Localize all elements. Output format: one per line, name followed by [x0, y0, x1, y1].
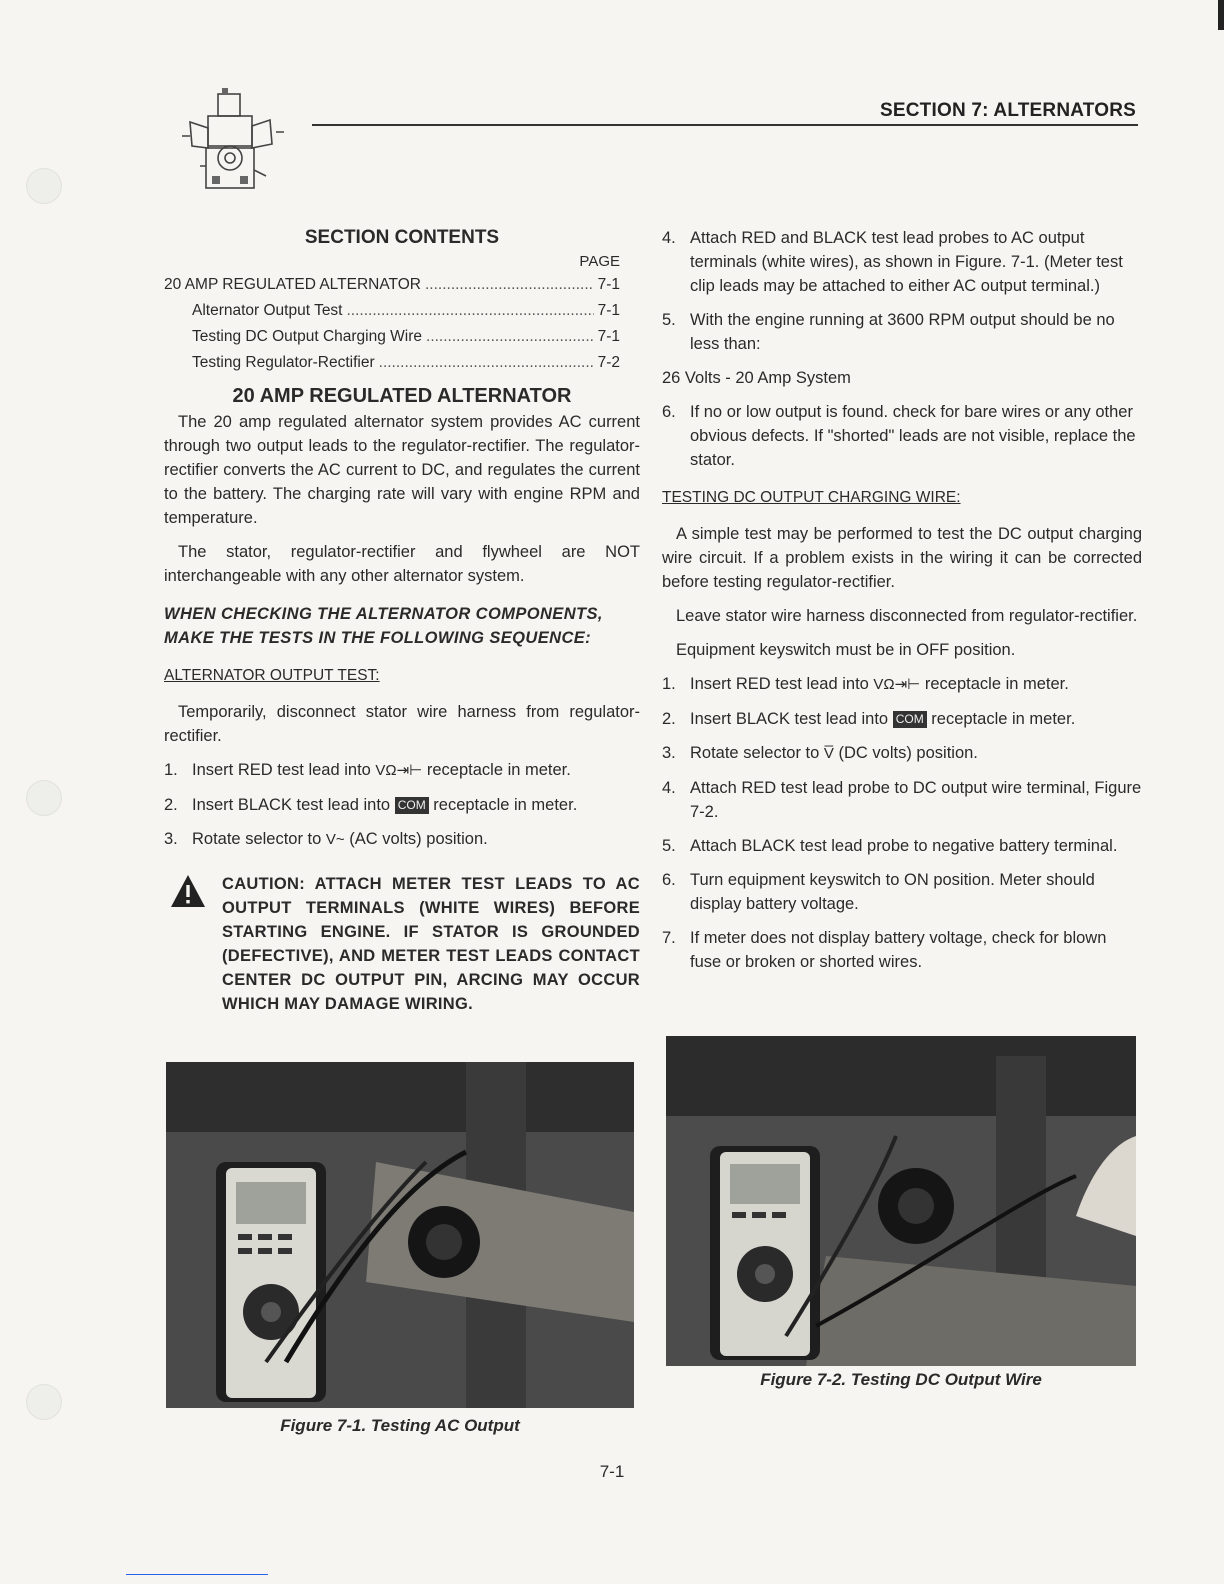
section-heading: 20 AMP REGULATED ALTERNATOR — [232, 385, 572, 407]
section-header: SECTION 7: ALTERNATORS — [880, 100, 1136, 121]
figure-7-1-caption: Figure 7-1. Testing AC Output — [280, 1416, 520, 1435]
toc-entry-label: 20 AMP REGULATED ALTERNATOR — [164, 276, 421, 293]
step-text: Rotate selector to — [690, 744, 824, 762]
binder-hole — [26, 168, 62, 204]
step-item — [164, 827, 640, 852]
toc-entry-page: 7-1 — [597, 276, 620, 293]
step-text: Attach BLACK test lead probe to negative battery terminal. — [690, 837, 1118, 855]
step-number: 5. — [662, 837, 676, 855]
step-item — [662, 834, 1142, 858]
multimeter-photo-illustration — [166, 1062, 634, 1408]
figure-7-2-caption: Figure 7-2. Testing DC Output Wire — [760, 1370, 1042, 1389]
paragraph: Equipment keyswitch must be in OFF position. — [676, 641, 1016, 659]
paragraph: Temporarily, disconnect stator wire harness from regulator-rectifier. — [164, 703, 640, 745]
header-rule — [312, 124, 1138, 126]
paragraph: The 20 amp regulated alternator system provides AC current through two output leads to the regulator-rectifier. The regulator-rectifier converts the AC current to DC, and regulates the current to the battery. The charging rate will vary with engine RPM and temperature. — [164, 413, 640, 527]
toc-leader — [379, 350, 594, 376]
toc-leader — [425, 272, 594, 298]
step-item — [662, 868, 1142, 916]
step-number: 7. — [662, 929, 676, 947]
step-item — [662, 707, 1142, 731]
multimeter-photo-illustration — [666, 1036, 1136, 1366]
caution-block — [164, 872, 640, 1016]
step-text: (AC volts) position. — [344, 830, 488, 848]
com-badge: COM — [395, 797, 429, 814]
com-badge: COM — [893, 711, 927, 728]
sequence-notice: WHEN CHECKING THE ALTERNATOR COMPONENTS, MAKE THE TESTS IN THE FOLLOWING SEQUENCE: — [164, 605, 603, 647]
warning-triangle-icon — [170, 874, 206, 908]
step-list — [662, 226, 1142, 356]
toc-entry-page: 7-1 — [597, 328, 620, 345]
step-number: 2. — [164, 796, 178, 814]
step-list — [662, 672, 1142, 974]
spec-line: 26 Volts - 20 Amp System — [662, 369, 851, 387]
step-text: receptacle in meter. — [926, 710, 1076, 728]
step-text: Insert RED test lead into — [690, 675, 874, 693]
toc-entry-label: Testing DC Output Charging Wire — [192, 328, 423, 345]
figure-7-1-photo — [166, 1062, 634, 1408]
step-number: 3. — [164, 830, 178, 848]
step-item — [662, 672, 1142, 697]
step-number: 3. — [662, 744, 676, 762]
page-number: 7-1 — [599, 1462, 625, 1481]
step-text: Rotate selector to — [192, 830, 326, 848]
left-column — [164, 226, 640, 1016]
step-number: 2. — [662, 710, 676, 728]
scan-edge-mark — [1218, 0, 1224, 30]
caution-text: CAUTION: ATTACH METER TEST LEADS TO AC OUTPUT TERMINALS (WHITE WIRES) BEFORE STARTING ENGINE. IF STATOR IS GROUNDED (DEFECTIVE), AND METER TEST LEADS CONTACT CENTER DC OUTPUT PIN, ARCING MAY OCCUR WHICH MAY DAMAGE WIRING. — [222, 875, 640, 1013]
step-list — [164, 758, 640, 852]
step-text: Attach RED and BLACK test lead probes to AC output terminals (white wires), as shown in Figure. 7-1. (Meter test clip leads may be attached to either AC output terminal.) — [690, 229, 1123, 295]
step-item — [164, 793, 640, 817]
binder-hole — [26, 1384, 62, 1420]
step-item — [164, 758, 640, 783]
step-number: 6. — [662, 871, 676, 889]
step-text: receptacle in meter. — [428, 796, 578, 814]
toc-entry-page: 7-2 — [597, 354, 620, 371]
scan-artifact-line — [126, 1574, 268, 1575]
toc-entry-label: Testing Regulator-Rectifier — [192, 354, 375, 371]
step-text: Insert BLACK test lead into — [690, 710, 893, 728]
step-number: 6. — [662, 403, 676, 421]
binder-hole — [26, 780, 62, 816]
step-text: Insert RED test lead into — [192, 761, 376, 779]
figure-7-2-photo — [666, 1036, 1136, 1366]
step-number: 1. — [164, 761, 178, 779]
toc-leader — [426, 324, 594, 350]
volt-ohm-symbol-icon: VΩ⇥⊢ — [873, 676, 921, 693]
paragraph: Leave stator wire harness disconnected from regulator-rectifier. — [676, 607, 1138, 625]
step-number: 4. — [662, 779, 676, 797]
subsection-heading: ALTERNATOR OUTPUT TEST: — [164, 667, 380, 684]
paragraph: A simple test may be performed to test the DC output charging wire circuit. If a problem exists in the wiring it can be corrected before testing regulator-rectifier. — [662, 525, 1142, 591]
paragraph: The stator, regulator-rectifier and flywheel are NOT interchangeable with any other alternator system. — [164, 543, 640, 585]
step-text: If meter does not display battery voltage, check for blown fuse or broken or shorted wires. — [690, 929, 1107, 971]
step-item — [662, 776, 1142, 824]
toc-entry[interactable] — [164, 350, 620, 376]
toc-entry[interactable] — [164, 272, 620, 298]
toc-entry-label: Alternator Output Test — [192, 302, 343, 319]
step-text: (DC volts) position. — [833, 744, 978, 762]
step-item — [662, 926, 1142, 974]
step-item — [662, 400, 1142, 472]
step-item — [662, 741, 1142, 766]
step-text: If no or low output is found. check for bare wires or any other obvious defects. If "shorted" leads are not visible, replace the stator. — [690, 403, 1136, 469]
step-text: Attach RED test lead probe to DC output wire terminal, Figure 7-2. — [690, 779, 1142, 821]
step-number: 5. — [662, 311, 676, 329]
toc-leader — [347, 298, 594, 324]
contents-page-label: PAGE — [579, 253, 620, 270]
volt-ohm-symbol-icon: VΩ⇥⊢ — [375, 762, 423, 779]
ac-volts-symbol-icon: V~ — [325, 831, 345, 848]
toc-entry[interactable] — [164, 324, 620, 350]
engine-logo-icon — [180, 86, 286, 196]
step-item — [662, 226, 1142, 298]
dc-volts-symbol-icon: V̅ — [823, 745, 834, 762]
step-number: 4. — [662, 229, 676, 247]
step-item — [662, 308, 1142, 356]
step-text: Turn equipment keyswitch to ON position. Meter should display battery voltage. — [690, 871, 1095, 913]
step-text: receptacle in meter. — [422, 761, 571, 779]
contents-title: SECTION CONTENTS — [304, 227, 500, 248]
toc-entry-page: 7-1 — [597, 302, 620, 319]
step-text: receptacle in meter. — [920, 675, 1069, 693]
subsection-heading: TESTING DC OUTPUT CHARGING WIRE: — [662, 489, 961, 506]
step-text: Insert BLACK test lead into — [192, 796, 395, 814]
step-number: 1. — [662, 675, 676, 693]
right-column — [662, 226, 1142, 984]
step-text: With the engine running at 3600 RPM output should be no less than: — [690, 311, 1115, 353]
step-list — [662, 400, 1142, 472]
toc-entry[interactable] — [164, 298, 620, 324]
